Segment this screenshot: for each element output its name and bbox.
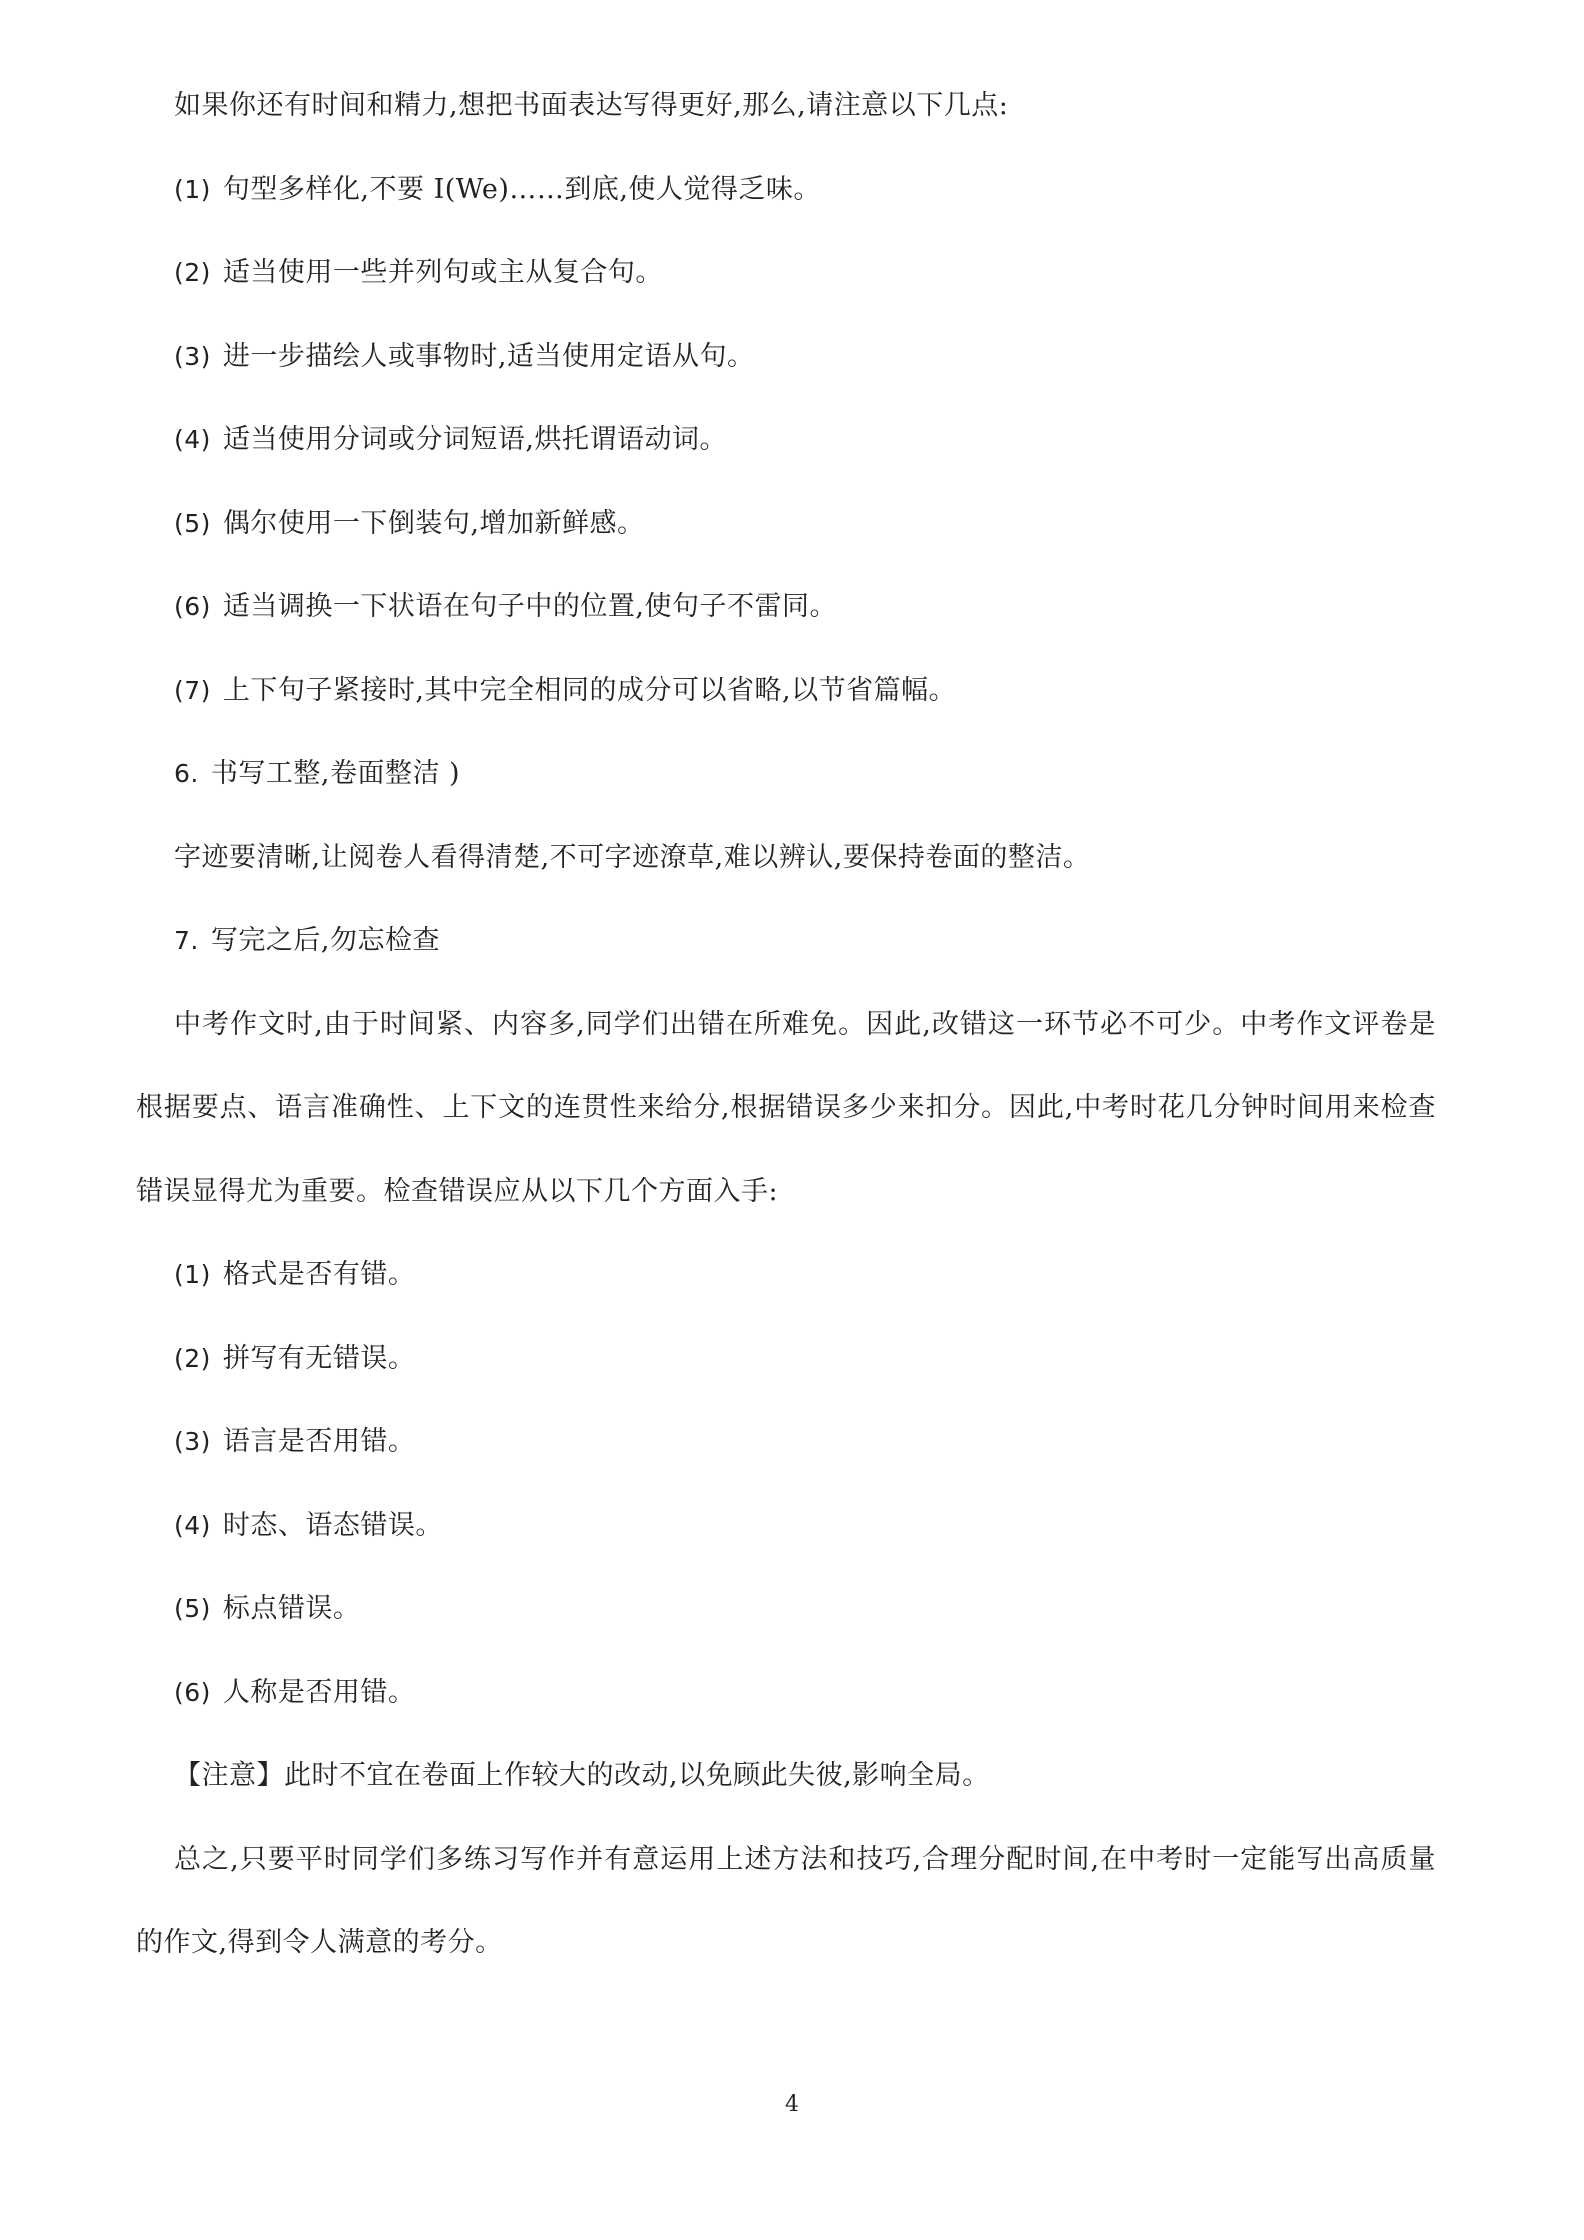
page-number: 4 (785, 2092, 799, 2117)
check-item-2 (174, 1341, 415, 1377)
note-label: 【注意】 (174, 1760, 284, 1791)
check-number: (2) (174, 1344, 211, 1373)
check-item-3 (174, 1424, 415, 1460)
section-6-heading (174, 756, 460, 792)
check-item-5 (174, 1591, 360, 1627)
check-text: 拼写有无错误。 (222, 1343, 416, 1374)
check-text: 时态、语态错误。 (222, 1510, 443, 1541)
intro-paragraph: 如果你还有时间和精力,想把书面表达写得更好,那么,请注意以下几点: (174, 90, 1009, 121)
note-paragraph (174, 1758, 990, 1794)
section-title: 书写工整,卷面整洁 ) (210, 758, 461, 789)
tip-item-5 (174, 506, 645, 542)
tip-item-6 (174, 589, 837, 625)
check-text: 人称是否用错。 (222, 1677, 416, 1708)
check-item-1 (174, 1257, 415, 1293)
conclusion-line-2: 的作文,得到令人满意的考分。 (136, 1927, 503, 1958)
check-text: 格式是否有错。 (222, 1259, 416, 1290)
tip-item-1 (174, 172, 821, 208)
tip-number: (4) (174, 425, 211, 454)
section-7-heading (174, 923, 440, 959)
section-number: 7. (174, 926, 199, 955)
tip-text: 进一步描绘人或事物时,适当使用定语从句。 (222, 341, 755, 372)
check-item-6 (174, 1675, 415, 1711)
check-number: (6) (174, 1678, 211, 1707)
section-title: 写完之后,勿忘检查 (210, 925, 440, 956)
tip-text: 适当使用分词或分词短语,烘托谓语动词。 (222, 424, 728, 455)
tip-item-4 (174, 422, 727, 458)
tip-number: (6) (174, 592, 211, 621)
check-number: (1) (174, 1260, 211, 1289)
tip-text: 适当调换一下状语在句子中的位置,使句子不雷同。 (222, 591, 838, 622)
check-number: (4) (174, 1511, 211, 1540)
tip-item-7 (174, 673, 956, 709)
tip-text: 适当使用一些并列句或主从复合句。 (222, 257, 663, 288)
tip-item-3 (174, 339, 755, 375)
tip-number: (5) (174, 509, 211, 538)
tip-number: (7) (174, 676, 211, 705)
conclusion-line-1: 总之,只要平时同学们多练习写作并有意运用上述方法和技巧,合理分配时间,在中考时一定能写出高质量 (174, 1844, 1436, 1875)
section-6-body: 字迹要清晰,让阅卷人看得清楚,不可字迹潦草,难以辨认,要保持卷面的整洁。 (174, 842, 1091, 873)
note-text: 此时不宜在卷面上作较大的改动,以免顾此失彼,影响全局。 (284, 1760, 990, 1791)
check-number: (3) (174, 1427, 211, 1456)
section-7-paragraph-line-1: 中考作文时,由于时间紧、内容多,同学们出错在所难免。因此,改错这一环节必不可少。中考作文评卷是 (174, 1009, 1436, 1040)
check-text: 语言是否用错。 (222, 1426, 416, 1457)
check-number: (5) (174, 1594, 211, 1623)
check-text: 标点错误。 (222, 1593, 361, 1624)
tip-item-2 (174, 255, 663, 291)
section-number: 6. (174, 759, 199, 788)
tip-text: 句型多样化,不要 I(We)……到底,使人觉得乏味。 (222, 174, 821, 205)
tip-text: 上下句子紧接时,其中完全相同的成分可以省略,以节省篇幅。 (222, 675, 957, 706)
tip-number: (2) (174, 258, 211, 287)
section-7-paragraph-line-3: 错误显得尤为重要。检查错误应从以下几个方面入手: (136, 1176, 779, 1207)
section-7-paragraph-line-2: 根据要点、语言准确性、上下文的连贯性来给分,根据错误多少来扣分。因此,中考时花几分钟时间用来检查 (136, 1092, 1436, 1123)
check-item-4 (174, 1508, 443, 1544)
tip-number: (1) (174, 175, 211, 204)
tip-text: 偶尔使用一下倒装句,增加新鲜感。 (222, 508, 645, 539)
tip-number: (3) (174, 342, 211, 371)
